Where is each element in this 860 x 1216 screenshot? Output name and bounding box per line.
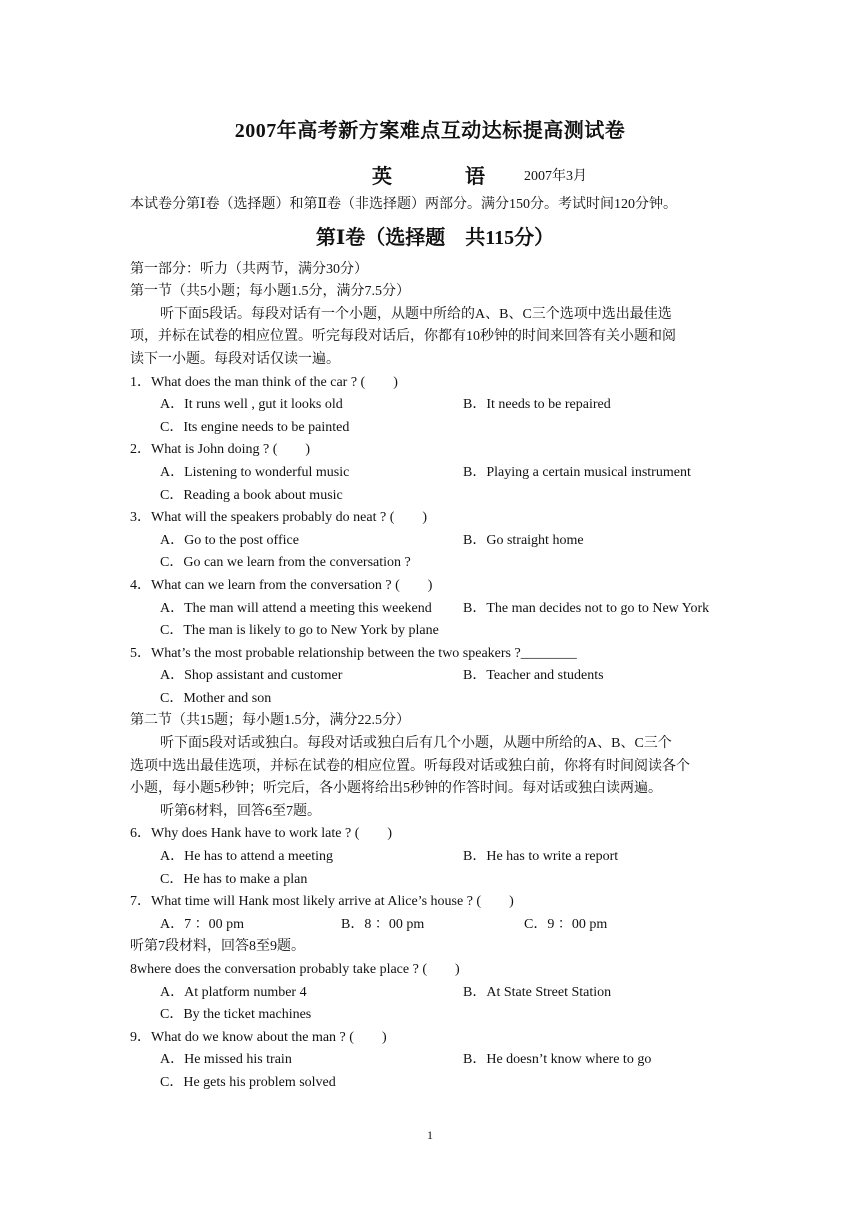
option-a: A．Listening to wonderful music — [160, 464, 350, 480]
subsection-heading: 第一节（共5小题；每小题1.5分，满分7.5分） — [130, 284, 410, 300]
instruction-line: 小题，每小题5秒钟；听完后，各小题将给出5秒钟的作答时间。每对话或独白读两遍。 — [130, 781, 662, 797]
listen-note: 听第7段材料，回答8至9题。 — [130, 939, 305, 955]
option-c: C．He has to make a plan — [160, 871, 308, 887]
option-c: C．Its engine needs to be painted — [160, 419, 350, 435]
options-row — [130, 982, 740, 1005]
options-row — [130, 846, 740, 869]
option-c: C．He gets his problem solved — [160, 1074, 336, 1090]
page-number: 1 — [427, 1128, 433, 1142]
question-stem: 2．What is John doing ? ( ) — [130, 442, 311, 458]
listen-note: 听第6材料，回答6至7题。 — [160, 803, 321, 819]
exam-title: 2007年高考新方案难点互动达标提高测试卷 — [234, 120, 626, 142]
options-row — [130, 598, 740, 621]
instruction-line: 项，并标在试卷的相应位置。听完每段对话后，你都有10秒钟的时间来回答有关小题和阅 — [130, 329, 676, 345]
option-b: B．Playing a certain musical instrument — [463, 464, 691, 480]
option-b: B．The man decides not to go to New York — [463, 600, 710, 616]
option-b: B．8 ：00 pm — [341, 916, 425, 932]
option-b: B．He doesn’t know where to go — [463, 1052, 652, 1068]
option-b: B．He has to write a report — [463, 849, 619, 865]
instruction-line: 选项中选出最佳选项，并标在试卷的相应位置。听每段对话或独白前，你将有时间阅读各个 — [130, 758, 690, 774]
option-b: B．Teacher and students — [463, 668, 604, 684]
option-c: C．9 ：00 pm — [524, 916, 608, 932]
question-stem: 5．What’s the most probable relationship between the two speakers ?________ — [130, 645, 577, 661]
options-row — [130, 1049, 740, 1072]
option-a: A．He missed his train — [160, 1052, 292, 1068]
instruction-line: 听下面5段话。每段对话有一个小题，从题中所给的A、B、C三个选项中选出最佳选 — [160, 306, 672, 322]
option-a: A．Go to the post office — [160, 532, 299, 548]
options-row — [130, 914, 740, 937]
options-row — [130, 462, 740, 485]
option-c: C．Mother and son — [160, 690, 272, 706]
option-b: B．It needs to be repaired — [463, 397, 611, 413]
subject-label: 英 语 — [372, 166, 519, 188]
option-c: C．The man is likely to go to New York by plane — [160, 623, 439, 639]
option-c: C．By the ticket machines — [160, 1007, 312, 1023]
question-stem: 1．What does the man think of the car ? ( ) — [130, 374, 398, 390]
exam-body — [130, 194, 740, 1095]
option-a: A．It runs well , gut it looks old — [160, 397, 343, 413]
subsection-heading: 第二节（共15题；每小题1.5分，满分22.5分） — [130, 713, 410, 729]
options-row — [130, 394, 740, 417]
question-stem: 9．What do we know about the man ? ( ) — [130, 1029, 387, 1045]
question-stem: 3．What will the speakers probably do neat ? ( ) — [130, 510, 428, 526]
exam-date: 2007年3月 — [524, 169, 587, 184]
exam-intro: 本试卷分第Ⅰ卷（选择题）和第Ⅱ卷（非选择题）两部分。满分150分。考试时间120分钟。 — [130, 197, 678, 212]
option-b: B．At State Street Station — [463, 984, 612, 1000]
subject-row — [0, 160, 860, 186]
instruction-line: 读下一小题。每段对话仅读一遍。 — [130, 351, 340, 367]
part-one-title: 第Ⅰ卷（选择题 共115分） — [315, 226, 555, 249]
option-a: A．The man will attend a meeting this weekend — [160, 600, 432, 616]
option-c: C．Reading a book about music — [160, 487, 343, 503]
option-b: B．Go straight home — [463, 532, 584, 548]
options-row — [130, 530, 740, 553]
question-stem: 4．What can we learn from the conversation ? ( ) — [130, 577, 433, 593]
option-a: A．7 ：00 pm — [160, 916, 244, 932]
option-a: A．Shop assistant and customer — [160, 668, 343, 684]
question-stem: 6．Why does Hank have to work late ? ( ) — [130, 826, 393, 842]
question-stem: 7．What time will Hank most likely arrive at Alice’s house ? ( ) — [130, 894, 514, 910]
option-c: C．Go can we learn from the conversation ? — [160, 555, 411, 571]
question-stem: 8where does the conversation probably take place ? ( ) — [130, 962, 460, 977]
option-a: A．At platform number 4 — [160, 984, 307, 1000]
option-a: A．He has to attend a meeting — [160, 849, 334, 865]
options-row — [130, 665, 740, 688]
instruction-line: 听下面5段对话或独白。每段对话或独白后有几个小题，从题中所给的A、B、C三个 — [160, 736, 672, 752]
section-heading: 第一部分：听力（共两节，满分30分） — [130, 261, 368, 277]
